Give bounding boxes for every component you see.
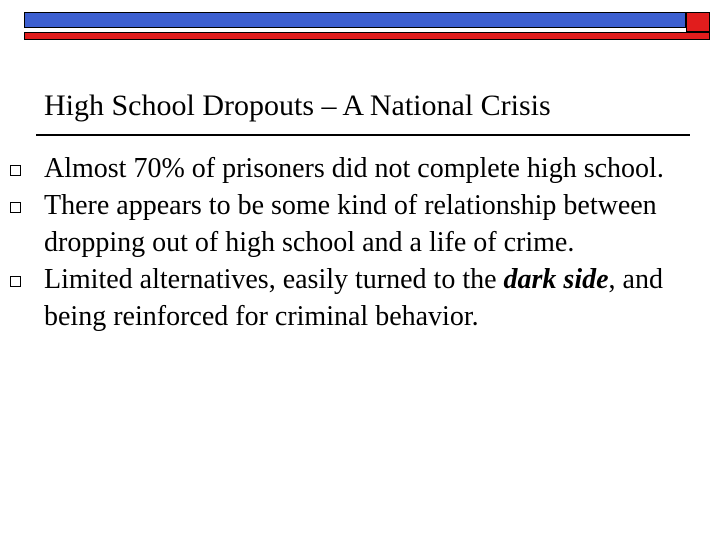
bullet-text: There appears to be some kind of relationship between dropping out of high school and a life of crime. [44, 190, 657, 258]
bullet-text-after: , and being reinforced for criminal behavior. [44, 264, 663, 332]
top-bar-blue-strip [24, 12, 686, 28]
bullet-text-before: Limited alternatives, easily turned to the [44, 264, 504, 295]
slide-title: High School Dropouts – A National Crisis [44, 89, 551, 122]
bullet-item [0, 187, 704, 261]
decorative-top-bar [24, 12, 710, 40]
top-bar-red-square [686, 12, 710, 32]
bullet-list [0, 150, 720, 335]
bullet-item [0, 261, 704, 335]
bullet-item [0, 150, 704, 187]
title-underline [36, 134, 690, 136]
bullet-text-emphasis: dark side [503, 264, 609, 295]
hollow-square-bullet-icon [10, 165, 21, 176]
bullet-text: Almost 70% of prisoners did not complete high school. [44, 153, 664, 184]
hollow-square-bullet-icon [10, 276, 21, 287]
top-bar-red-strip [24, 32, 710, 40]
hollow-square-bullet-icon [10, 202, 21, 213]
